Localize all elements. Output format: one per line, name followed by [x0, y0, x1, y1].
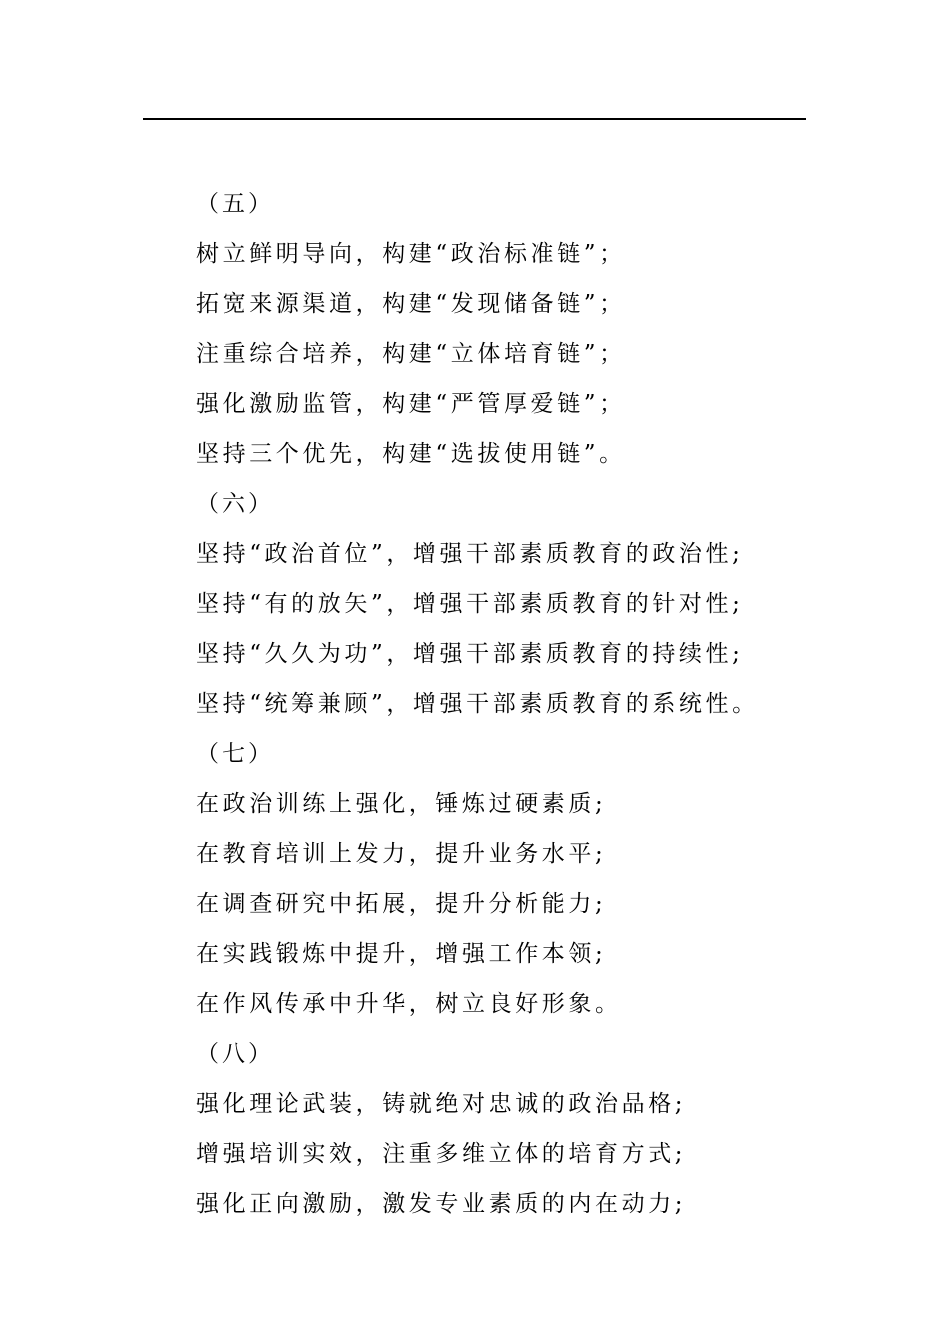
body-line: 坚持“统筹兼顾”，增强干部素质教育的系统性。 [196, 691, 759, 717]
body-line: 在政治训练上强化，锤炼过硬素质; [196, 791, 607, 817]
body-line: 强化激励监管，构建“严管厚爱链”； [196, 391, 626, 417]
body-line: 坚持“政治首位”，增强干部素质教育的政治性; [196, 541, 744, 567]
body-line: 注重综合培养，构建“立体培育链”； [196, 341, 626, 367]
body-line: 在实践锻炼中提升，增强工作本领; [196, 941, 607, 967]
body-line: 在作风传承中升华，树立良好形象。 [196, 991, 622, 1017]
section-heading: （八） [196, 1041, 274, 1067]
header-rule [143, 118, 806, 120]
section-heading: （五） [196, 191, 274, 217]
section-heading: （七） [196, 741, 274, 767]
body-line: 在教育培训上发力，提升业务水平; [196, 841, 607, 867]
body-line: 树立鲜明导向，构建“政治标准链”； [196, 241, 626, 267]
body-line: 增强培训实效，注重多维立体的培育方式; [196, 1141, 687, 1167]
body-line: 强化理论武装，铸就绝对忠诚的政治品格; [196, 1091, 687, 1117]
document-body [196, 182, 816, 1232]
body-line: 拓宽来源渠道，构建“发现储备链”； [196, 291, 626, 317]
body-line: 强化正向激励，激发专业素质的内在动力; [196, 1191, 687, 1217]
body-line: 坚持三个优先，构建“选拔使用链”。 [196, 441, 626, 467]
body-line: 在调查研究中拓展，提升分析能力; [196, 891, 607, 917]
section-heading: （六） [196, 491, 274, 517]
body-line: 坚持“久久为功”，增强干部素质教育的持续性; [196, 641, 744, 667]
body-line: 坚持“有的放矢”，增强干部素质教育的针对性; [196, 591, 744, 617]
